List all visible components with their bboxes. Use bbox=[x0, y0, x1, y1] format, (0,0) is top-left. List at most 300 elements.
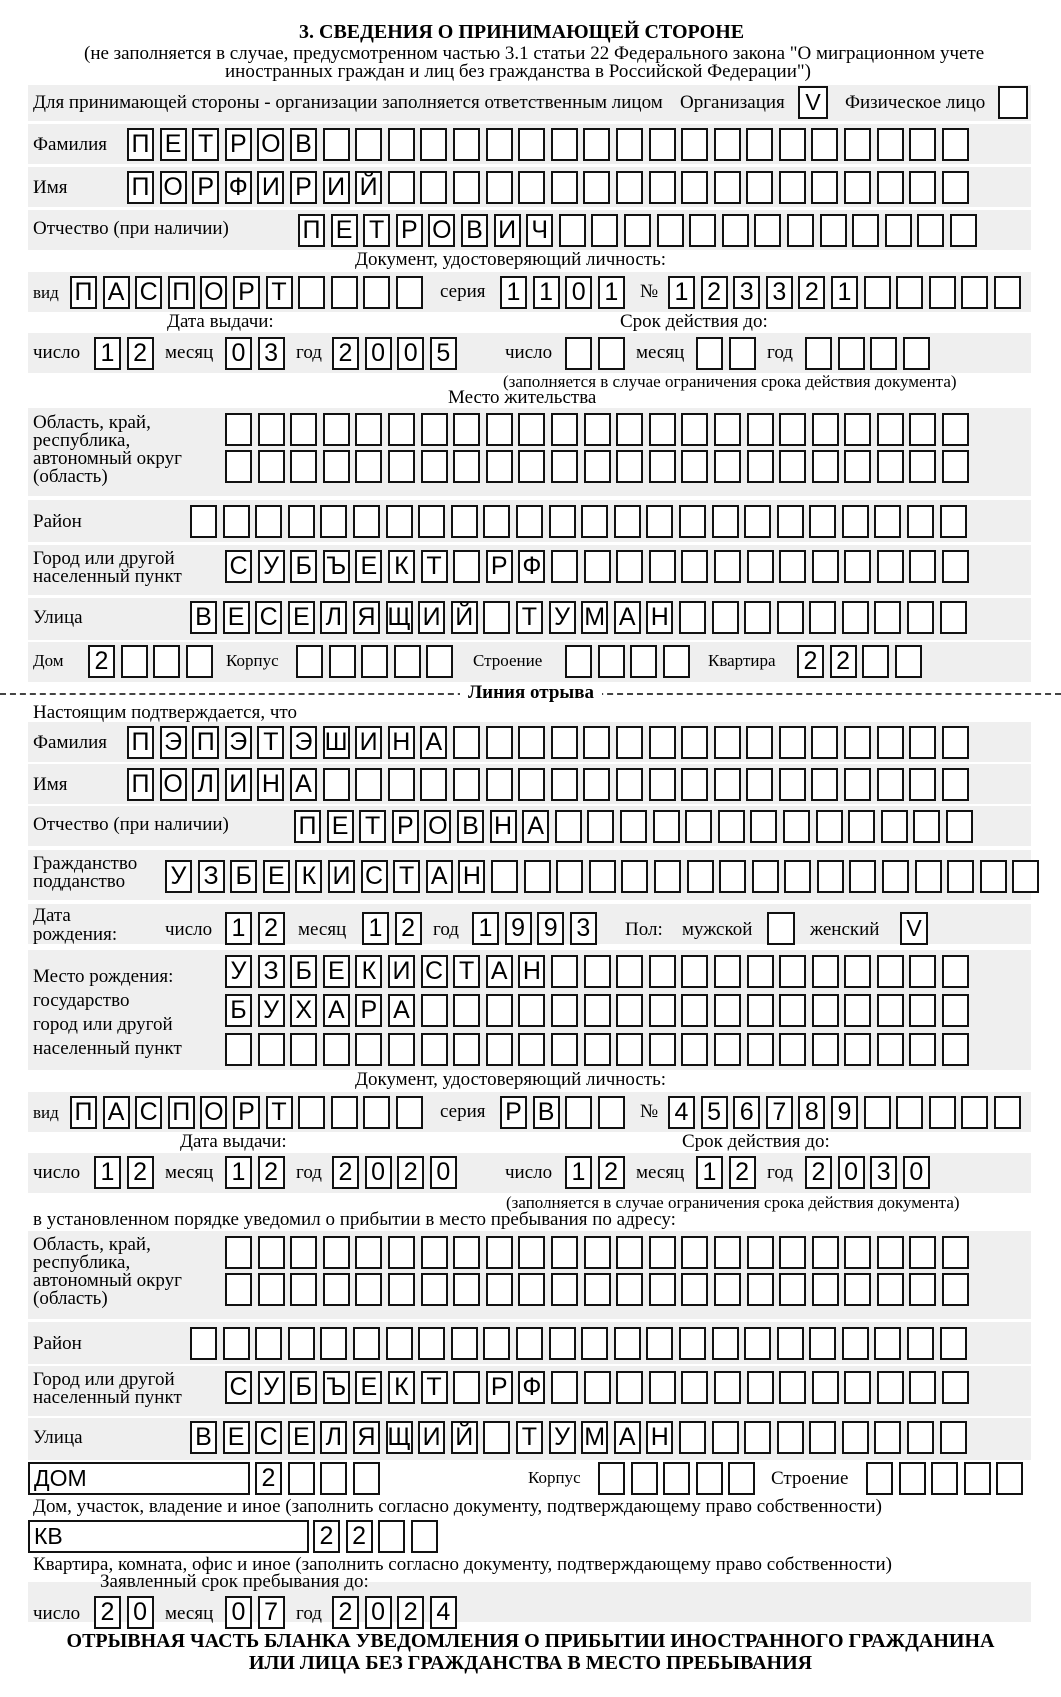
char-cell[interactable] bbox=[777, 1327, 804, 1360]
char-cell[interactable]: Т bbox=[516, 1421, 543, 1454]
char-cell[interactable] bbox=[681, 171, 708, 204]
char-cell[interactable] bbox=[942, 1273, 969, 1306]
char-cell[interactable]: Е bbox=[223, 1421, 250, 1454]
char-cell[interactable] bbox=[258, 1273, 285, 1306]
char-cell[interactable]: 1 bbox=[696, 1156, 723, 1189]
char-cell[interactable]: П bbox=[70, 276, 97, 309]
char-cell[interactable] bbox=[681, 1273, 708, 1306]
char-cell[interactable]: 1 bbox=[598, 276, 625, 309]
host-house-cells[interactable] bbox=[88, 645, 218, 678]
char-cell[interactable]: 2 bbox=[127, 1156, 154, 1189]
char-cell[interactable] bbox=[616, 994, 643, 1027]
char-cell[interactable]: Р bbox=[233, 1096, 260, 1129]
char-cell[interactable] bbox=[805, 337, 832, 370]
host-valid-day-cells[interactable] bbox=[565, 337, 630, 370]
char-cell[interactable] bbox=[591, 214, 618, 247]
char-cell[interactable] bbox=[516, 1327, 543, 1360]
char-cell[interactable] bbox=[864, 1096, 891, 1129]
char-cell[interactable] bbox=[288, 1462, 315, 1495]
char-cell[interactable] bbox=[486, 450, 513, 483]
char-cell[interactable] bbox=[378, 1520, 405, 1553]
char-cell[interactable] bbox=[842, 1421, 869, 1454]
char-cell[interactable] bbox=[746, 768, 773, 801]
char-cell[interactable] bbox=[453, 171, 480, 204]
char-cell[interactable] bbox=[909, 450, 936, 483]
char-cell[interactable] bbox=[909, 1236, 936, 1269]
char-cell[interactable] bbox=[844, 413, 871, 446]
char-cell[interactable] bbox=[616, 413, 643, 446]
host-valid-year-cells[interactable] bbox=[805, 337, 935, 370]
char-cell[interactable]: С bbox=[135, 276, 162, 309]
host-structure-cells[interactable] bbox=[565, 645, 695, 678]
char-cell[interactable]: 2 bbox=[94, 1596, 121, 1629]
char-cell[interactable]: Э bbox=[290, 726, 317, 759]
char-cell[interactable] bbox=[353, 1327, 380, 1360]
guest-building-cells[interactable] bbox=[598, 1462, 761, 1495]
char-cell[interactable]: С bbox=[255, 601, 282, 634]
guest-doc-kind-cells[interactable] bbox=[70, 1096, 429, 1129]
char-cell[interactable] bbox=[779, 413, 806, 446]
char-cell[interactable]: 2 bbox=[127, 337, 154, 370]
char-cell[interactable] bbox=[809, 601, 836, 634]
char-cell[interactable] bbox=[844, 450, 871, 483]
char-cell[interactable] bbox=[817, 860, 844, 893]
char-cell[interactable] bbox=[844, 550, 871, 583]
char-cell[interactable] bbox=[649, 1273, 676, 1306]
char-cell[interactable]: 2 bbox=[701, 276, 728, 309]
char-cell[interactable] bbox=[712, 505, 739, 538]
char-cell[interactable] bbox=[842, 601, 869, 634]
char-cell[interactable] bbox=[363, 1096, 390, 1129]
char-cell[interactable]: 9 bbox=[505, 912, 532, 945]
char-cell[interactable] bbox=[555, 810, 582, 843]
char-cell[interactable] bbox=[386, 505, 413, 538]
char-cell[interactable] bbox=[812, 550, 839, 583]
char-cell[interactable] bbox=[816, 810, 843, 843]
char-cell[interactable] bbox=[453, 1236, 480, 1269]
char-cell[interactable] bbox=[583, 171, 610, 204]
char-cell[interactable] bbox=[649, 450, 676, 483]
char-cell[interactable]: 2 bbox=[332, 1596, 359, 1629]
char-cell[interactable] bbox=[616, 128, 643, 161]
char-cell[interactable] bbox=[421, 994, 448, 1027]
char-cell[interactable] bbox=[844, 1371, 871, 1404]
char-cell[interactable] bbox=[896, 1096, 923, 1129]
char-cell[interactable] bbox=[516, 505, 543, 538]
char-cell[interactable]: 2 bbox=[805, 1156, 832, 1189]
char-cell[interactable]: Р bbox=[192, 171, 219, 204]
char-cell[interactable] bbox=[486, 1236, 513, 1269]
char-cell[interactable] bbox=[223, 505, 250, 538]
char-cell[interactable]: П bbox=[127, 128, 154, 161]
char-cell[interactable] bbox=[420, 768, 447, 801]
char-cell[interactable] bbox=[820, 214, 847, 247]
char-cell[interactable]: П bbox=[168, 1096, 195, 1129]
char-cell[interactable] bbox=[877, 768, 904, 801]
char-cell[interactable] bbox=[929, 276, 956, 309]
char-cell[interactable] bbox=[598, 645, 625, 678]
char-cell[interactable] bbox=[630, 645, 657, 678]
char-cell[interactable] bbox=[844, 994, 871, 1027]
char-cell[interactable] bbox=[616, 955, 643, 988]
char-cell[interactable] bbox=[714, 768, 741, 801]
char-cell[interactable] bbox=[616, 1371, 643, 1404]
char-cell[interactable] bbox=[518, 1236, 545, 1269]
char-cell[interactable] bbox=[396, 1096, 423, 1129]
char-cell[interactable]: 0 bbox=[903, 1156, 930, 1189]
char-cell[interactable]: А bbox=[614, 601, 641, 634]
guest-patronymic-cells[interactable] bbox=[294, 810, 978, 843]
char-cell[interactable] bbox=[942, 726, 969, 759]
char-cell[interactable] bbox=[323, 1033, 350, 1066]
char-cell[interactable] bbox=[421, 1033, 448, 1066]
char-cell[interactable] bbox=[453, 128, 480, 161]
host-person-checkbox[interactable] bbox=[998, 86, 1028, 119]
char-cell[interactable] bbox=[687, 860, 714, 893]
char-cell[interactable] bbox=[355, 128, 382, 161]
char-cell[interactable] bbox=[877, 955, 904, 988]
char-cell[interactable]: Э bbox=[160, 726, 187, 759]
char-cell[interactable] bbox=[747, 994, 774, 1027]
char-cell[interactable] bbox=[746, 128, 773, 161]
char-cell[interactable] bbox=[714, 955, 741, 988]
char-cell[interactable] bbox=[518, 450, 545, 483]
char-cell[interactable] bbox=[882, 860, 909, 893]
char-cell[interactable] bbox=[681, 413, 708, 446]
guest-male-checkbox[interactable] bbox=[767, 912, 795, 945]
char-cell[interactable] bbox=[483, 601, 510, 634]
char-cell[interactable] bbox=[681, 1033, 708, 1066]
char-cell[interactable] bbox=[486, 768, 513, 801]
char-cell[interactable] bbox=[877, 128, 904, 161]
char-cell[interactable]: Н bbox=[646, 1421, 673, 1454]
char-cell[interactable] bbox=[598, 1462, 625, 1495]
char-cell[interactable] bbox=[190, 1327, 217, 1360]
char-cell[interactable] bbox=[747, 1273, 774, 1306]
char-cell[interactable]: Е bbox=[288, 601, 315, 634]
char-cell[interactable] bbox=[747, 1236, 774, 1269]
char-cell[interactable] bbox=[844, 768, 871, 801]
char-cell[interactable] bbox=[681, 128, 708, 161]
char-cell[interactable]: А bbox=[486, 955, 513, 988]
char-cell[interactable]: Т bbox=[516, 601, 543, 634]
char-cell[interactable]: 0 bbox=[397, 337, 424, 370]
char-cell[interactable]: К bbox=[295, 860, 322, 893]
char-cell[interactable] bbox=[844, 128, 871, 161]
char-cell[interactable]: 2 bbox=[397, 1596, 424, 1629]
char-cell[interactable]: И bbox=[225, 768, 252, 801]
char-cell[interactable] bbox=[696, 1462, 723, 1495]
char-cell[interactable] bbox=[747, 413, 774, 446]
char-cell[interactable]: 2 bbox=[830, 645, 857, 678]
char-cell[interactable] bbox=[754, 214, 781, 247]
char-cell[interactable] bbox=[298, 276, 325, 309]
char-cell[interactable] bbox=[779, 128, 806, 161]
char-cell[interactable]: Б bbox=[290, 550, 317, 583]
char-cell[interactable]: П bbox=[127, 768, 154, 801]
char-cell[interactable] bbox=[598, 1096, 625, 1129]
char-cell[interactable]: У bbox=[225, 955, 252, 988]
char-cell[interactable]: 5 bbox=[430, 337, 457, 370]
char-cell[interactable]: 9 bbox=[831, 1096, 858, 1129]
char-cell[interactable] bbox=[616, 1033, 643, 1066]
char-cell[interactable] bbox=[838, 337, 865, 370]
char-cell[interactable] bbox=[714, 1033, 741, 1066]
char-cell[interactable] bbox=[809, 1421, 836, 1454]
char-cell[interactable] bbox=[747, 550, 774, 583]
char-cell[interactable] bbox=[483, 1421, 510, 1454]
char-cell[interactable] bbox=[549, 1327, 576, 1360]
char-cell[interactable] bbox=[679, 1421, 706, 1454]
char-cell[interactable]: С bbox=[225, 1371, 252, 1404]
char-cell[interactable] bbox=[453, 768, 480, 801]
char-cell[interactable] bbox=[556, 860, 583, 893]
char-cell[interactable]: Е bbox=[263, 860, 290, 893]
char-cell[interactable] bbox=[689, 214, 716, 247]
char-cell[interactable] bbox=[298, 1096, 325, 1129]
char-cell[interactable] bbox=[565, 337, 592, 370]
char-cell[interactable] bbox=[744, 505, 771, 538]
char-cell[interactable] bbox=[714, 994, 741, 1027]
guest-region-cells-1[interactable] bbox=[225, 1236, 975, 1269]
char-cell[interactable] bbox=[353, 505, 380, 538]
char-cell[interactable] bbox=[942, 1236, 969, 1269]
char-cell[interactable] bbox=[518, 1273, 545, 1306]
char-cell[interactable] bbox=[779, 955, 806, 988]
guest-birth-day-cells[interactable] bbox=[225, 912, 290, 945]
char-cell[interactable] bbox=[153, 645, 180, 678]
char-cell[interactable] bbox=[729, 337, 756, 370]
char-cell[interactable] bbox=[581, 505, 608, 538]
char-cell[interactable] bbox=[551, 955, 578, 988]
char-cell[interactable] bbox=[909, 1273, 936, 1306]
char-cell[interactable] bbox=[587, 810, 614, 843]
char-cell[interactable] bbox=[852, 214, 879, 247]
char-cell[interactable] bbox=[783, 810, 810, 843]
char-cell[interactable]: П bbox=[298, 214, 325, 247]
char-cell[interactable] bbox=[942, 1033, 969, 1066]
char-cell[interactable] bbox=[812, 994, 839, 1027]
char-cell[interactable] bbox=[290, 450, 317, 483]
char-cell[interactable]: С bbox=[421, 955, 448, 988]
char-cell[interactable] bbox=[940, 601, 967, 634]
char-cell[interactable] bbox=[903, 337, 930, 370]
char-cell[interactable] bbox=[491, 860, 518, 893]
char-cell[interactable] bbox=[877, 726, 904, 759]
char-cell[interactable]: Ъ bbox=[323, 1371, 350, 1404]
char-cell[interactable]: П bbox=[127, 726, 154, 759]
guest-street-cells[interactable] bbox=[190, 1421, 972, 1454]
char-cell[interactable] bbox=[551, 768, 578, 801]
char-cell[interactable] bbox=[980, 860, 1007, 893]
char-cell[interactable] bbox=[907, 1327, 934, 1360]
char-cell[interactable] bbox=[877, 550, 904, 583]
char-cell[interactable] bbox=[811, 768, 838, 801]
guest-city-cells[interactable] bbox=[225, 1371, 975, 1404]
char-cell[interactable] bbox=[877, 1273, 904, 1306]
char-cell[interactable] bbox=[621, 860, 648, 893]
char-cell[interactable] bbox=[779, 1371, 806, 1404]
char-cell[interactable] bbox=[649, 550, 676, 583]
char-cell[interactable]: А bbox=[388, 994, 415, 1027]
char-cell[interactable]: Й bbox=[451, 601, 478, 634]
char-cell[interactable] bbox=[598, 337, 625, 370]
char-cell[interactable]: З bbox=[198, 860, 225, 893]
char-cell[interactable]: Щ bbox=[386, 1421, 413, 1454]
char-cell[interactable]: О bbox=[160, 768, 187, 801]
char-cell[interactable] bbox=[394, 645, 421, 678]
char-cell[interactable]: К bbox=[388, 550, 415, 583]
char-cell[interactable]: В bbox=[290, 128, 317, 161]
char-cell[interactable] bbox=[779, 1236, 806, 1269]
char-cell[interactable] bbox=[649, 1236, 676, 1269]
host-issue-year-cells[interactable] bbox=[332, 337, 462, 370]
char-cell[interactable] bbox=[712, 1421, 739, 1454]
host-city-cells[interactable] bbox=[225, 550, 975, 583]
char-cell[interactable] bbox=[551, 1236, 578, 1269]
char-cell[interactable] bbox=[323, 413, 350, 446]
char-cell[interactable]: 1 bbox=[472, 912, 499, 945]
char-cell[interactable]: В bbox=[461, 214, 488, 247]
char-cell[interactable] bbox=[750, 810, 777, 843]
char-cell[interactable]: К bbox=[355, 955, 382, 988]
char-cell[interactable] bbox=[453, 994, 480, 1027]
char-cell[interactable]: Л bbox=[320, 1421, 347, 1454]
char-cell[interactable] bbox=[779, 768, 806, 801]
char-cell[interactable]: А bbox=[323, 994, 350, 1027]
char-cell[interactable] bbox=[679, 601, 706, 634]
char-cell[interactable] bbox=[388, 1273, 415, 1306]
guest-house-type-box[interactable]: ДОМ bbox=[28, 1462, 250, 1495]
char-cell[interactable] bbox=[681, 726, 708, 759]
char-cell[interactable] bbox=[714, 128, 741, 161]
char-cell[interactable] bbox=[747, 450, 774, 483]
char-cell[interactable] bbox=[848, 810, 875, 843]
char-cell[interactable] bbox=[777, 505, 804, 538]
char-cell[interactable] bbox=[877, 413, 904, 446]
char-cell[interactable] bbox=[551, 1033, 578, 1066]
char-cell[interactable]: 2 bbox=[598, 1156, 625, 1189]
char-cell[interactable]: П bbox=[192, 726, 219, 759]
char-cell[interactable] bbox=[290, 1033, 317, 1066]
guest-valid-month-cells[interactable] bbox=[696, 1156, 761, 1189]
host-issue-day-cells[interactable] bbox=[94, 337, 159, 370]
char-cell[interactable]: 0 bbox=[225, 337, 252, 370]
char-cell[interactable] bbox=[864, 276, 891, 309]
char-cell[interactable]: 0 bbox=[365, 1596, 392, 1629]
host-patronymic-cells[interactable] bbox=[298, 214, 982, 247]
char-cell[interactable] bbox=[877, 1371, 904, 1404]
char-cell[interactable]: О bbox=[428, 214, 455, 247]
char-cell[interactable]: Л bbox=[320, 601, 347, 634]
guest-flat-type-box[interactable]: КВ bbox=[28, 1520, 309, 1553]
char-cell[interactable]: Е bbox=[355, 1371, 382, 1404]
char-cell[interactable]: Р bbox=[290, 171, 317, 204]
char-cell[interactable] bbox=[866, 1462, 893, 1495]
guest-flat-cells[interactable] bbox=[313, 1520, 443, 1553]
char-cell[interactable] bbox=[909, 1033, 936, 1066]
char-cell[interactable]: В bbox=[533, 1096, 560, 1129]
guest-issue-year-cells[interactable] bbox=[332, 1156, 462, 1189]
char-cell[interactable] bbox=[862, 645, 889, 678]
char-cell[interactable]: П bbox=[168, 276, 195, 309]
host-surname-cells[interactable] bbox=[127, 128, 974, 161]
char-cell[interactable] bbox=[685, 810, 712, 843]
char-cell[interactable] bbox=[779, 994, 806, 1027]
char-cell[interactable]: 2 bbox=[332, 1156, 359, 1189]
char-cell[interactable] bbox=[388, 1033, 415, 1066]
char-cell[interactable] bbox=[518, 768, 545, 801]
char-cell[interactable]: 7 bbox=[258, 1596, 285, 1629]
char-cell[interactable]: 0 bbox=[838, 1156, 865, 1189]
char-cell[interactable] bbox=[551, 726, 578, 759]
guest-region-cells-2[interactable] bbox=[225, 1273, 975, 1306]
char-cell[interactable] bbox=[714, 1236, 741, 1269]
char-cell[interactable] bbox=[746, 726, 773, 759]
char-cell[interactable]: 2 bbox=[313, 1520, 340, 1553]
char-cell[interactable] bbox=[583, 128, 610, 161]
char-cell[interactable]: 3 bbox=[570, 912, 597, 945]
char-cell[interactable]: А bbox=[420, 726, 447, 759]
char-cell[interactable] bbox=[616, 550, 643, 583]
char-cell[interactable] bbox=[909, 955, 936, 988]
char-cell[interactable] bbox=[842, 505, 869, 538]
char-cell[interactable]: 2 bbox=[258, 912, 285, 945]
char-cell[interactable]: Р bbox=[396, 214, 423, 247]
char-cell[interactable]: Е bbox=[355, 550, 382, 583]
char-cell[interactable]: 0 bbox=[430, 1156, 457, 1189]
guest-issue-day-cells[interactable] bbox=[94, 1156, 159, 1189]
char-cell[interactable] bbox=[363, 276, 390, 309]
char-cell[interactable] bbox=[881, 810, 908, 843]
char-cell[interactable]: О bbox=[200, 276, 227, 309]
char-cell[interactable] bbox=[620, 810, 647, 843]
char-cell[interactable] bbox=[779, 450, 806, 483]
char-cell[interactable]: 2 bbox=[729, 1156, 756, 1189]
char-cell[interactable] bbox=[649, 413, 676, 446]
char-cell[interactable] bbox=[518, 726, 545, 759]
char-cell[interactable]: 6 bbox=[733, 1096, 760, 1129]
char-cell[interactable]: Й bbox=[451, 1421, 478, 1454]
char-cell[interactable] bbox=[551, 128, 578, 161]
char-cell[interactable] bbox=[421, 1273, 448, 1306]
char-cell[interactable]: Е bbox=[160, 128, 187, 161]
char-cell[interactable] bbox=[870, 337, 897, 370]
char-cell[interactable] bbox=[329, 645, 356, 678]
char-cell[interactable]: 0 bbox=[365, 1156, 392, 1189]
char-cell[interactable]: М bbox=[581, 1421, 608, 1454]
char-cell[interactable]: Е bbox=[288, 1421, 315, 1454]
char-cell[interactable] bbox=[323, 450, 350, 483]
char-cell[interactable]: Я bbox=[353, 1421, 380, 1454]
char-cell[interactable] bbox=[584, 994, 611, 1027]
char-cell[interactable] bbox=[681, 450, 708, 483]
char-cell[interactable] bbox=[942, 955, 969, 988]
char-cell[interactable] bbox=[255, 1327, 282, 1360]
guest-house-cells[interactable] bbox=[255, 1462, 385, 1495]
char-cell[interactable]: Р bbox=[392, 810, 419, 843]
char-cell[interactable]: Ч bbox=[526, 214, 553, 247]
char-cell[interactable]: Т bbox=[359, 810, 386, 843]
char-cell[interactable]: Е bbox=[327, 810, 354, 843]
char-cell[interactable] bbox=[288, 505, 315, 538]
char-cell[interactable] bbox=[681, 768, 708, 801]
char-cell[interactable] bbox=[355, 413, 382, 446]
char-cell[interactable] bbox=[994, 1096, 1021, 1129]
char-cell[interactable] bbox=[657, 214, 684, 247]
char-cell[interactable] bbox=[388, 1236, 415, 1269]
char-cell[interactable] bbox=[426, 645, 453, 678]
